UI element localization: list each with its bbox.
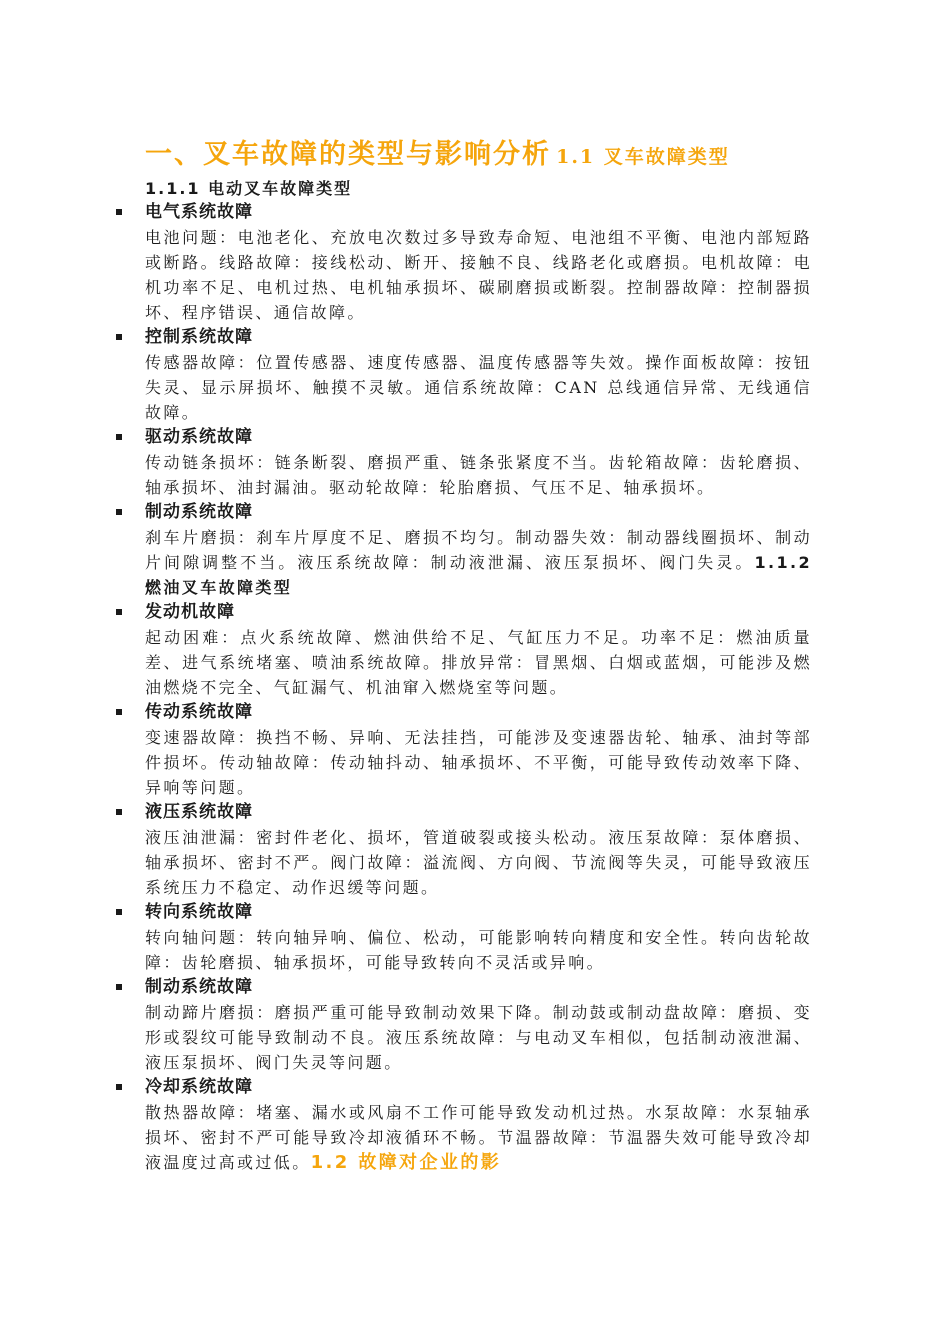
list-item — [112, 325, 812, 425]
list-item — [112, 800, 812, 900]
list-item — [112, 900, 812, 975]
item-body: 起动困难：点火系统故障、燃油供给不足、气缸压力不足。功率不足：燃油质量差、进气系统堵塞、喷油系统故障。排放异常：冒黑烟、白烟或蓝烟，可能涉及燃油燃烧不完全、气缸漏气、机油窜入燃烧室等问题。 — [145, 628, 812, 697]
item-title: 驱动系统故障 — [145, 427, 253, 447]
item-body-text: 刹车片磨损：刹车片厚度不足、磨损不均匀。制动器失效：制动器线圈损坏、制动片间隙调整不当。液压系统故障：制动液泄漏、液压泵损坏、阀门失灵。 — [145, 528, 812, 572]
square-bullet-icon — [116, 334, 122, 340]
item-title: 液压系统故障 — [145, 802, 253, 822]
fault-list — [112, 200, 812, 1175]
item-body-text: 散热器故障：堵塞、漏水或风扇不工作可能导致发动机过热。水泵故障：水泵轴承损坏、密封不严可能导致冷却液循环不畅。节温器故障：节温器失效可能导致冷却液温度过高或过低。 — [145, 1103, 812, 1172]
square-bullet-icon — [116, 1084, 122, 1090]
square-bullet-icon — [116, 709, 122, 715]
item-body: 变速器故障：换挡不畅、异响、无法挂挡，可能涉及变速器齿轮、轴承、油封等部件损坏。传动轴故障：传动轴抖动、轴承损坏、不平衡，可能导致传动效率下降、异响等问题。 — [145, 728, 812, 797]
list-item — [112, 700, 812, 800]
item-body — [145, 525, 812, 600]
list-item — [112, 500, 812, 600]
item-body: 传动链条损坏：链条断裂、磨损严重、链条张紧度不当。齿轮箱故障：齿轮磨损、轴承损坏、油封漏油。驱动轮故障：轮胎磨损、气压不足、轴承损坏。 — [145, 453, 812, 497]
item-title: 发动机故障 — [145, 602, 235, 622]
square-bullet-icon — [116, 984, 122, 990]
item-title: 制动系统故障 — [145, 977, 253, 997]
square-bullet-icon — [116, 609, 122, 615]
item-body — [145, 1100, 812, 1175]
item-title: 控制系统故障 — [145, 327, 253, 347]
list-item — [112, 425, 812, 500]
square-bullet-icon — [116, 809, 122, 815]
title-section: 1.1 叉车故障类型 — [556, 146, 730, 168]
list-item — [112, 200, 812, 325]
item-body: 液压油泄漏：密封件老化、损坏，管道破裂或接头松动。液压泵故障：泵体磨损、轴承损坏、密封不严。阀门故障：溢流阀、方向阀、节流阀等失灵，可能导致液压系统压力不稳定、动作迟缓等问题。 — [145, 828, 812, 897]
section-heading-inline: 1.2 故障对企业的影 — [310, 1152, 502, 1173]
item-body: 电池问题：电池老化、充放电次数过多导致寿命短、电池组不平衡、电池内部短路或断路。线路故障：接线松动、断开、接触不良、线路老化或磨损。电机故障：电机功率不足、电机过热、电机轴承损坏、碳刷磨损或断裂。控制器故障：控制器损坏、程序错误、通信故障。 — [145, 228, 812, 322]
item-body: 制动蹄片磨损：磨损严重可能导致制动效果下降。制动鼓或制动盘故障：磨损、变形或裂纹可能导致制动不良。液压系统故障：与电动叉车相似，包括制动液泄漏、液压泵损坏、阀门失灵等问题。 — [145, 1003, 812, 1072]
section-heading: 1.1.1 电动叉车故障类型 — [145, 179, 353, 198]
item-body: 传感器故障：位置传感器、速度传感器、温度传感器等失效。操作面板故障：按钮失灵、显示屏损坏、触摸不灵敏。通信系统故障：CAN 总线通信异常、无线通信故障。 — [145, 353, 812, 422]
page-title — [145, 132, 730, 171]
item-body: 转向轴问题：转向轴异响、偏位、松动，可能影响转向精度和安全性。转向齿轮故障：齿轮磨损、轴承损坏，可能导致转向不灵活或异响。 — [145, 928, 812, 972]
square-bullet-icon — [116, 909, 122, 915]
item-title: 冷却系统故障 — [145, 1077, 253, 1097]
item-title: 转向系统故障 — [145, 902, 253, 922]
item-title: 传动系统故障 — [145, 702, 253, 722]
list-item — [112, 975, 812, 1075]
list-item — [112, 1075, 812, 1175]
square-bullet-icon — [116, 434, 122, 440]
item-title: 电气系统故障 — [145, 202, 253, 222]
square-bullet-icon — [116, 509, 122, 515]
title-main: 一、叉车故障的类型与影响分析 — [145, 139, 551, 170]
section-heading-inline: 1.1.2 燃油叉车故障类型 — [145, 553, 812, 597]
list-item — [112, 600, 812, 700]
item-title: 制动系统故障 — [145, 502, 253, 522]
square-bullet-icon — [116, 209, 122, 215]
